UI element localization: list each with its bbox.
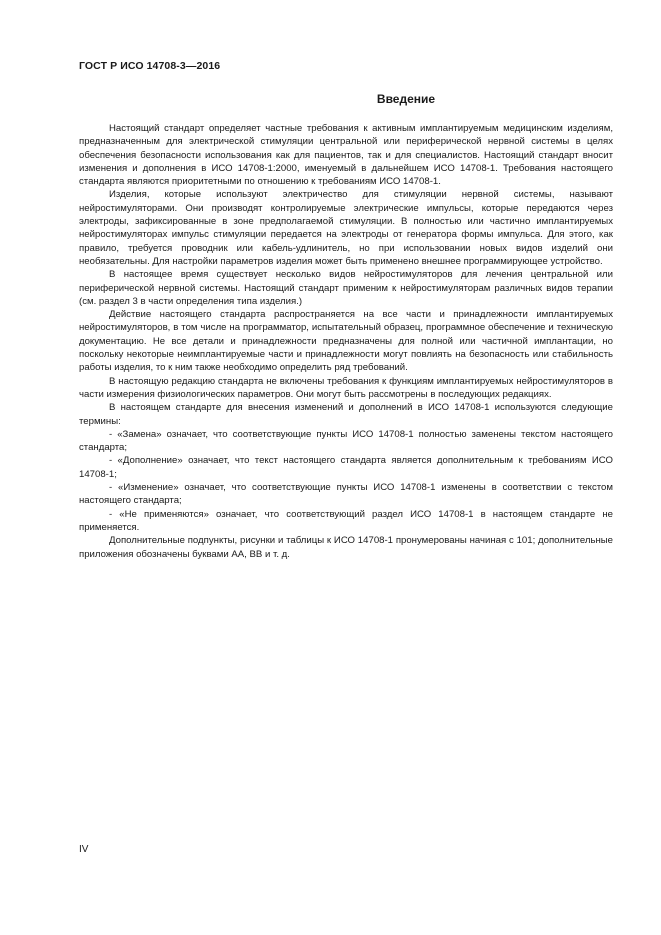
paragraph-terms-intro: В настоящем стандарте для внесения изменений и дополнений в ИСО 14708-1 используются следующие термины: [79,402,613,427]
term-addition: - «Дополнение» означает, что текст настоящего стандарта является дополнительным к требованиям ИСО 14708-1; [79,455,613,480]
paragraph-intro: Настоящий стандарт определяет частные требования к активным имплантируемым медицинским изделиям, предназначенным для электрической стимуляции центральной или периферической нервной системы в целях обеспечения безопасности использования как для пациентов, так и для специалистов. Настоящий стандарт вносит изменения и дополнения в ИСО 14708-1:2000, именуемый в дальнейшем ИСО 14708-1. Требования настоящего стандарта являются приоритетными по отношению к требованиям ИСО 14708-1. [79,123,613,188]
page-number: IV [79,844,89,855]
paragraph-numbering: Дополнительные подпункты, рисунки и таблицы к ИСО 14708-1 пронумерованы начиная с 101; дополнительные приложения обозначены буквами АА, ВВ и т. д. [79,535,613,560]
term-replacement: - «Замена» означает, что соответствующие пункты ИСО 14708-1 полностью заменены текстом настоящего стандарта; [79,428,613,454]
document-header: ГОСТ Р ИСО 14708-3—2016 [79,60,221,72]
term-not-applicable: - «Не применяются» означает, что соответствующий раздел ИСО 14708-1 в настоящем стандарте не применяется. [79,508,613,533]
document-body [79,122,613,561]
paragraph-edition: В настоящую редакцию стандарта не включены требования к функциям имплантируемых нейростимуляторов в части измерения физиологических параметров. Они могут быть рассмотрены в последующих редакциях. [79,375,613,400]
section-title: Введение [376,92,436,106]
paragraph-scope: Действие настоящего стандарта распространяется на все части и принадлежности имплантируемых нейростимуляторов, в том числе на программатор, испытательный образец, программное обеспечение и техническую документацию. Не все детали и принадлежности предназначены для полной или частичной имплантации, но поскольку некоторые неимплантируемые части и принадлежности могут повлиять на безопасность или стабильность работы изделия, то к ним также необходимо определить ряд требований. [79,309,613,374]
paragraph-types: В настоящее время существует несколько видов нейростимуляторов для лечения центральной или периферической нервной системы. Настоящий стандарт применим к нейростимуляторам различных видов терапии (см. раздел 3 в части определения типа изделия.) [79,269,613,307]
term-amendment: - «Изменение» означает, что соответствующие пункты ИСО 14708-1 изменены в соответствии с текстом настоящего стандарта; [79,482,613,507]
paragraph-devices: Изделия, которые используют электричество для стимуляции нервной системы, называют нейростимуляторами. Они производят контролируемые электрические импульсы, которые передаются через электроды, зафиксированные в зоне предполагаемой стимуляции. В полностью или частично имплантируемых нейростимуляторах импульс стимуляции передается на электроды от генератора формы импульса. Для этого, как правило, требуется проводник или кабель-удлинитель, но при использовании новых видов изделий они необязательны. Для настройки параметров изделия может быть применено внешнее программирующее устройство. [79,189,613,267]
